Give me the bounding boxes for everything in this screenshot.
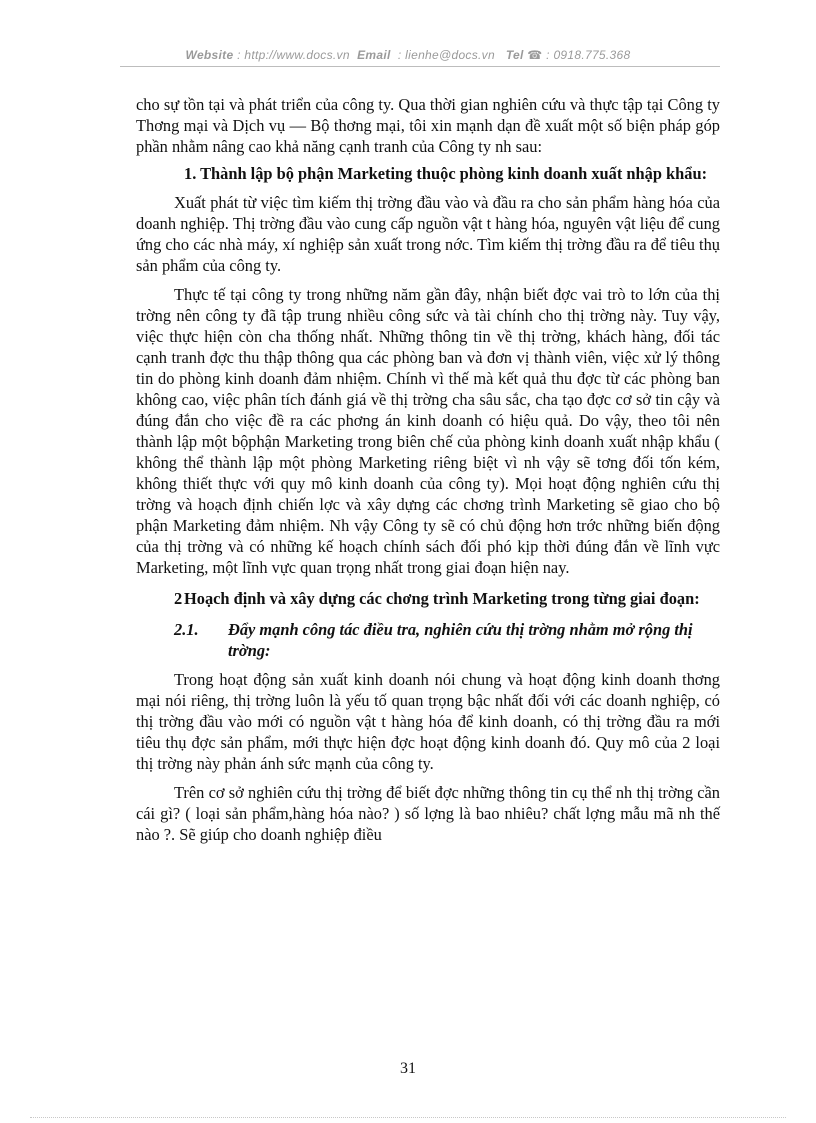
header-divider (120, 66, 720, 67)
page-header (0, 48, 816, 62)
website-label: Website (185, 48, 234, 62)
paragraph-intro: cho sự tồn tại và phát triển của công ty. Qua thời gian nghiên cứu và thực tập tại Công ty Thơng mại và Dịch vụ — Bộ thơng mại, tôi xin mạnh dạn đề xuất một số biện pháp góp phần nhằm nâng cao khả năng cạnh tranh của Công ty nh sau: (136, 95, 720, 156)
tel-label: Tel (505, 48, 524, 62)
telephone-icon: ☎ (527, 48, 543, 62)
email-label: Email (357, 48, 391, 62)
tel-value: : 0918.775.368 (546, 48, 631, 62)
page-body (136, 94, 720, 845)
page-number: 31 (400, 1060, 416, 1077)
heading-section-1: 1. Thành lập bộ phận Marketing thuộc phòng kinh doanh xuất nhập khẩu: (184, 164, 708, 183)
email-value: : lienhe@docs.vn (397, 48, 495, 62)
heading-section-2-text: Hoạch định và xây dựng các chơng trình Marketing trong từng giai đoạn: (184, 589, 700, 608)
paragraph-market-research: Trên cơ sở nghiên cứu thị trờng để biết đợc những thông tin cụ thể nh thị trờng cần cái gì? ( loại sản phẩm,hàng hóa nào? ) số lợng là bao nhiêu? chất lợng mẫu mã nh thế nào ?. Sẽ giúp cho doanh nghiệp điều (136, 783, 720, 844)
heading-section-2 (136, 588, 720, 609)
website-value: : http://www.docs.vn (237, 48, 350, 62)
heading-section-2-1 (136, 619, 720, 661)
heading-section-2-1-number: 2.1. (174, 620, 199, 639)
paragraph-market-importance: Trong hoạt động sản xuất kinh doanh nói chung và hoạt động kinh doanh thơng mại nói riêng, thị trờng luôn là yếu tố quan trọng bậc nhất đối với các doanh nghiệp, có thị trờng đầu vào mới có nguồn vật t hàng hóa để kinh doanh, có thị trờng đầu ra mới tiêu thụ đợc sản phẩm, mới thực hiện đợc hoạt động kinh doanh đó. Quy mô của 2 loại thị trờng này phản ánh sức mạnh của công ty. (136, 670, 720, 773)
heading-section-2-1-text: Đẩy mạnh công tác điều tra, nghiên cứu thị trờng nhằm mở rộng thị trờng: (228, 620, 693, 660)
paragraph-current-situation: Thực tế tại công ty trong những năm gần đây, nhận biết đợc vai trò to lớn của thị trờng nên công ty đã tập trung nhiều công sức và tài chính cho thị trờng này. Tuy vậy, việc thực hiện còn cha thống nhất. Những thông tin về thị trờng, khách hàng, đối tác cạnh tranh đợc thu thập thông qua các phòng ban và đơn vị thành viên, việc xử lý thông tin do phòng kinh doanh đảm nhiệm. Chính vì thế mà kết quả thu đợc từ các phòng ban không cao, việc phân tích đánh giá về thị trờng cha sâu sắc, cha tạo đợc cơ sở tin cậy và đúng đắn cho việc đề ra các phơng án kinh doanh có hiệu quả. Do vậy, theo tôi nên thành lập một bộphận Marketing trong biên chế của phòng kinh doanh xuất nhập khẩu ( không thể thành lập một phòng Marketing riêng biệt vì nh vậy sẽ tơng đối tốn kém, không thiết thực với quy mô kinh doanh của công ty). Mọi hoạt động nghiên cứu thị trờng và hoạch định chiến lợc và xây dựng các chơng trình Marketing sẽ giao cho bộ phận Marketing đảm nhiệm. Nh vậy Công ty sẽ có chủ động hơn trớc những biến động của thị trờng và có những kế hoạch chính sách đối phó kịp thời đúng đắn về lĩnh vực Marketing, một lĩnh vực quan trọng nhất trong giai đoạn hiện nay. (136, 285, 720, 577)
footer-divider (30, 1117, 786, 1118)
heading-section-2-number: 2 (174, 589, 183, 608)
paragraph-market-search: Xuất phát từ việc tìm kiếm thị trờng đầu vào và đầu ra cho sản phẩm hàng hóa của doanh nghiệp. Thị trờng đầu vào cung cấp nguồn vật t hàng hóa, nguyên vật liệu để cung ứng cho các nhà máy, xí nghiệp sản xuất trong nớc. Tìm kiếm thị trờng đầu ra để tiêu thụ sản phẩm của công ty. (136, 193, 720, 275)
